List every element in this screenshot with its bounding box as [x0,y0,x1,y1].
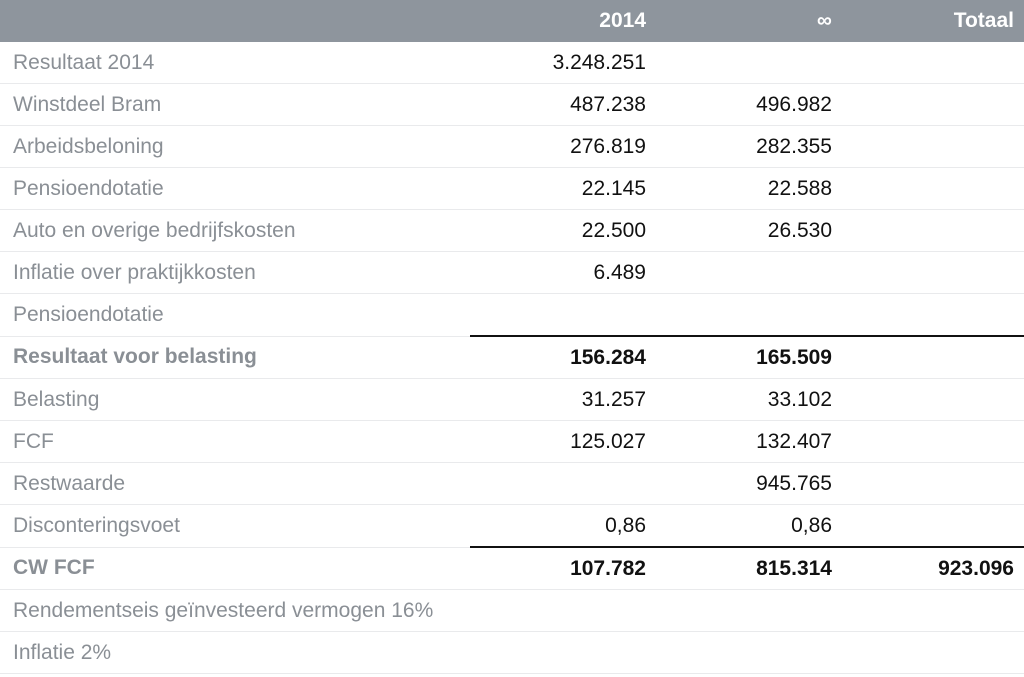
cell-infinity [656,252,842,294]
cell-2014: 156.284 [470,336,656,379]
cell-2014: 31.257 [470,379,656,421]
cell-totaal: 923.096 [842,547,1024,590]
row-label: Inflatie over praktijkkosten [0,252,470,294]
cell-totaal [842,294,1024,337]
cell-2014: 487.238 [470,84,656,126]
cell-totaal [842,632,1024,674]
table-row [0,590,1024,632]
cell-2014: 6.489 [470,252,656,294]
cell-2014: 3.248.251 [470,42,656,84]
row-label: Restwaarde [0,463,470,505]
header-label-column [0,0,470,42]
cell-infinity [656,632,842,674]
cell-totaal [842,463,1024,505]
row-label: Resultaat voor belasting [0,336,470,379]
row-label: Inflatie 2% [0,632,470,674]
cell-2014 [470,590,656,632]
subtotal-row [0,336,1024,379]
cell-2014: 22.500 [470,210,656,252]
row-label: Disconteringsvoet [0,505,470,548]
row-label: Belasting [0,379,470,421]
cell-totaal [842,336,1024,379]
cell-totaal [842,168,1024,210]
header-infinity: ∞ [656,0,842,42]
table-row [0,252,1024,294]
cell-2014: 125.027 [470,421,656,463]
cell-totaal [842,252,1024,294]
cell-infinity [656,42,842,84]
table-row [0,632,1024,674]
cell-totaal [842,590,1024,632]
row-label: Winstdeel Bram [0,84,470,126]
total-row [0,547,1024,590]
row-label: FCF [0,421,470,463]
table-row [0,294,1024,337]
table-row [0,210,1024,252]
header-2014: 2014 [470,0,656,42]
cell-2014: 276.819 [470,126,656,168]
cell-infinity: 165.509 [656,336,842,379]
row-label: Arbeidsbeloning [0,126,470,168]
cell-2014: 0,86 [470,505,656,548]
cell-infinity: 26.530 [656,210,842,252]
table-row [0,42,1024,84]
cell-totaal [842,210,1024,252]
cell-totaal [842,42,1024,84]
cell-infinity [656,590,842,632]
cell-infinity: 0,86 [656,505,842,548]
table-row [0,168,1024,210]
cell-infinity: 945.765 [656,463,842,505]
cell-infinity: 282.355 [656,126,842,168]
table-row [0,84,1024,126]
row-label: CW FCF [0,547,470,590]
cell-infinity: 132.407 [656,421,842,463]
cell-2014: 107.782 [470,547,656,590]
cell-infinity: 496.982 [656,84,842,126]
cell-infinity: 33.102 [656,379,842,421]
row-label: Pensioendotatie [0,294,470,337]
cell-infinity: 22.588 [656,168,842,210]
row-label: Resultaat 2014 [0,42,470,84]
cell-2014 [470,632,656,674]
cell-totaal [842,505,1024,548]
cell-2014 [470,294,656,337]
table-row [0,379,1024,421]
cell-infinity [656,294,842,337]
cell-totaal [842,126,1024,168]
cell-totaal [842,421,1024,463]
cell-2014 [470,463,656,505]
row-label: Rendementseis geïnvesteerd vermogen 16% [0,590,470,632]
cell-totaal [842,84,1024,126]
row-label: Pensioendotatie [0,168,470,210]
table-row [0,421,1024,463]
table-row [0,126,1024,168]
row-label: Auto en overige bedrijfskosten [0,210,470,252]
header-totaal: Totaal [842,0,1024,42]
table-row [0,505,1024,548]
cell-infinity: 815.314 [656,547,842,590]
cell-totaal [842,379,1024,421]
header-row [0,0,1024,42]
cell-2014: 22.145 [470,168,656,210]
table-row [0,463,1024,505]
